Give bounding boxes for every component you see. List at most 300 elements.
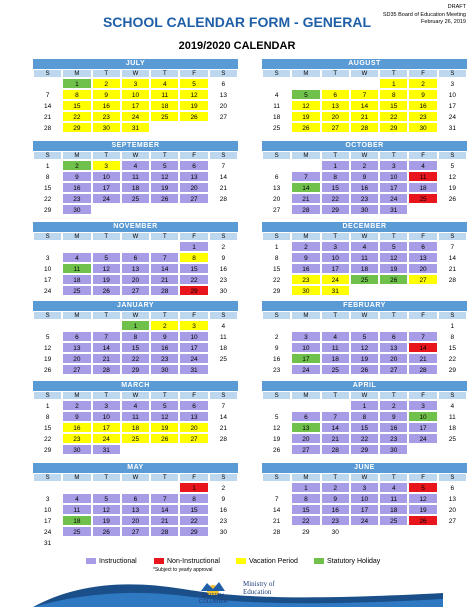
empty-cell [92,482,121,493]
weekday-header: S [438,311,467,320]
day-cell: 14 [209,171,238,182]
day-cell: 3 [179,320,208,331]
day-cell: 23 [92,111,121,122]
day-cell: 18 [121,422,150,433]
weekday-header: T [92,391,121,400]
day-cell: 9 [150,331,179,342]
empty-cell [150,204,179,215]
day-cell: 16 [350,182,379,193]
day-cell: 26 [438,193,467,204]
day-cell: 8 [179,493,208,504]
day-cell: 24 [321,274,350,285]
day-cell: 22 [62,111,91,122]
day-cell: 2 [62,160,91,171]
empty-cell [33,78,62,89]
empty-cell [350,526,379,537]
day-cell: 6 [291,411,320,422]
day-cell: 9 [62,171,91,182]
day-cell: 16 [262,353,291,364]
day-cell: 9 [92,89,121,100]
day-cell: 28 [321,444,350,455]
day-cell: 11 [379,493,408,504]
day-cell: 4 [121,400,150,411]
day-cell: 7 [150,252,179,263]
month-grid [262,473,467,537]
weekday-header: W [350,391,379,400]
day-cell: 25 [62,285,91,296]
day-cell: 15 [33,422,62,433]
day-cell: 31 [179,364,208,375]
day-cell: 7 [291,171,320,182]
day-cell: 21 [291,193,320,204]
weekday-header: F [179,311,208,320]
weekday-header: S [438,391,467,400]
day-cell: 13 [62,342,91,353]
day-cell: 19 [92,515,121,526]
empty-cell [209,204,238,215]
weekday-header: S [262,232,291,241]
weekday-header: T [321,232,350,241]
day-cell: 26 [262,444,291,455]
day-cell: 31 [92,444,121,455]
weekday-header: W [121,69,150,78]
empty-cell [379,526,408,537]
day-cell: 4 [379,482,408,493]
day-cell: 5 [350,331,379,342]
day-cell: 10 [92,411,121,422]
day-cell: 7 [350,89,379,100]
day-cell: 5 [291,89,320,100]
day-cell: 24 [33,285,62,296]
month-title: SEPTEMBER [33,141,238,151]
day-cell: 23 [150,353,179,364]
month-grid [33,69,238,133]
day-cell: 13 [438,493,467,504]
day-cell: 28 [150,526,179,537]
empty-cell [150,122,179,133]
footer [33,575,443,605]
day-cell: 18 [62,515,91,526]
legend-item-non-instructional [154,557,220,567]
day-cell: 22 [179,515,208,526]
month-title: JANUARY [33,301,238,311]
day-cell: 5 [179,78,208,89]
empty-cell [262,160,291,171]
day-cell: 19 [33,353,62,364]
day-cell: 18 [209,342,238,353]
day-cell: 7 [92,331,121,342]
day-cell: 3 [291,331,320,342]
day-cell: 13 [121,504,150,515]
weekday-header: M [62,232,91,241]
day-cell: 30 [62,444,91,455]
day-cell: 27 [179,433,208,444]
legend-note: *Subject to yearly approval [153,567,213,573]
weekday-header: M [291,151,320,160]
day-cell: 8 [291,493,320,504]
empty-cell [150,537,179,548]
day-cell: 30 [209,285,238,296]
day-cell: 14 [438,252,467,263]
empty-cell [92,320,121,331]
month-grid [262,151,467,215]
day-cell: 22 [321,193,350,204]
day-cell: 9 [209,252,238,263]
day-cell: 17 [321,263,350,274]
day-cell: 1 [262,241,291,252]
day-cell: 22 [438,353,467,364]
day-cell: 19 [92,274,121,285]
day-cell: 31 [121,122,150,133]
month-title: JUNE [262,463,467,473]
day-cell: 4 [262,89,291,100]
day-cell: 13 [291,422,320,433]
empty-cell [62,241,91,252]
month-title: MARCH [33,381,238,391]
day-cell: 12 [92,504,121,515]
legend-swatch [154,558,164,564]
empty-cell [262,78,291,89]
day-cell: 26 [179,111,208,122]
calendar-subtitle: 2019/2020 CALENDAR [178,40,296,52]
empty-cell [62,482,91,493]
month-grid [33,232,238,296]
day-cell: 22 [350,433,379,444]
day-cell: 2 [408,78,437,89]
day-cell: 24 [379,193,408,204]
day-cell: 22 [33,433,62,444]
day-cell: 20 [179,422,208,433]
weekday-header: T [92,232,121,241]
day-cell: 19 [379,263,408,274]
day-cell: 5 [379,241,408,252]
empty-cell [209,444,238,455]
day-cell: 18 [379,504,408,515]
day-cell: 8 [321,171,350,182]
day-cell: 15 [438,342,467,353]
day-cell: 1 [121,320,150,331]
day-cell: 3 [92,400,121,411]
day-cell: 21 [408,353,437,364]
empty-cell [150,482,179,493]
day-cell: 10 [350,493,379,504]
month-grid [262,69,467,133]
day-cell: 10 [179,331,208,342]
month-april [262,381,467,455]
empty-cell [321,400,350,411]
day-cell: 10 [121,89,150,100]
empty-cell [291,320,320,331]
day-cell: 25 [209,353,238,364]
weekday-header: W [350,473,379,482]
day-cell: 29 [121,364,150,375]
legend [0,557,474,569]
day-cell: 30 [92,122,121,133]
day-cell: 22 [262,274,291,285]
weekday-header: S [438,69,467,78]
day-cell: 7 [209,160,238,171]
day-cell: 21 [262,515,291,526]
month-february [262,301,467,375]
day-cell: 10 [33,263,62,274]
day-cell: 20 [291,433,320,444]
day-cell: 29 [291,526,320,537]
day-cell: 5 [33,331,62,342]
empty-cell [209,364,238,375]
day-cell: 24 [438,111,467,122]
empty-cell [150,444,179,455]
empty-cell [438,444,467,455]
day-cell: 18 [350,263,379,274]
empty-cell [262,320,291,331]
day-cell: 6 [121,252,150,263]
day-cell: 12 [92,263,121,274]
day-cell: 12 [350,342,379,353]
empty-cell [321,78,350,89]
day-cell: 28 [209,193,238,204]
day-cell: 1 [62,78,91,89]
weekday-header: M [291,311,320,320]
day-cell: 17 [291,353,320,364]
month-title: AUGUST [262,59,467,69]
day-cell: 4 [209,320,238,331]
day-cell: 8 [179,252,208,263]
day-cell: 17 [33,515,62,526]
day-cell: 6 [179,400,208,411]
day-cell: 23 [209,515,238,526]
month-june [262,463,467,537]
day-cell: 31 [379,204,408,215]
day-cell: 13 [179,171,208,182]
day-cell: 7 [438,241,467,252]
day-cell: 21 [150,274,179,285]
legend-swatch [86,558,96,564]
day-cell: 23 [62,193,91,204]
empty-cell [262,400,291,411]
weekday-header: S [33,473,62,482]
day-cell: 6 [62,331,91,342]
month-title: APRIL [262,381,467,391]
day-cell: 4 [150,78,179,89]
day-cell: 16 [92,100,121,111]
day-cell: 5 [408,482,437,493]
day-cell: 8 [121,331,150,342]
day-cell: 16 [379,422,408,433]
day-cell: 2 [350,160,379,171]
day-cell: 27 [62,364,91,375]
day-cell: 19 [150,182,179,193]
day-cell: 21 [321,433,350,444]
day-cell: 19 [179,100,208,111]
day-cell: 28 [33,122,62,133]
weekday-header: F [408,473,437,482]
weekday-header: W [350,232,379,241]
day-cell: 30 [150,364,179,375]
weekday-header: F [179,473,208,482]
empty-cell [33,320,62,331]
day-cell: 11 [121,411,150,422]
day-cell: 20 [209,100,238,111]
day-cell: 7 [209,400,238,411]
weekday-header: F [179,391,208,400]
day-cell: 24 [92,193,121,204]
day-cell: 25 [321,364,350,375]
month-grid [33,151,238,215]
weekday-header: T [379,232,408,241]
day-cell: 8 [379,89,408,100]
empty-cell [179,204,208,215]
day-cell: 16 [209,263,238,274]
day-cell: 30 [379,444,408,455]
weekday-header: T [92,473,121,482]
day-cell: 30 [209,526,238,537]
day-cell: 21 [92,353,121,364]
month-march [33,381,238,455]
day-cell: 15 [291,504,320,515]
day-cell: 11 [121,171,150,182]
day-cell: 6 [121,493,150,504]
day-cell: 25 [150,111,179,122]
day-cell: 24 [179,353,208,364]
weekday-header: S [33,151,62,160]
page-title: SCHOOL CALENDAR FORM - GENERAL [102,14,372,30]
day-cell: 19 [262,433,291,444]
day-cell: 13 [121,263,150,274]
weekday-header: W [350,151,379,160]
day-cell: 26 [350,364,379,375]
day-cell: 20 [262,193,291,204]
empty-cell [291,400,320,411]
month-november [33,222,238,296]
weekday-header: S [209,391,238,400]
day-cell: 14 [408,342,437,353]
day-cell: 15 [262,263,291,274]
day-cell: 9 [262,342,291,353]
day-cell: 1 [179,241,208,252]
weekday-header: S [209,232,238,241]
day-cell: 2 [262,331,291,342]
day-cell: 5 [92,493,121,504]
day-cell: 28 [408,364,437,375]
day-cell: 2 [321,482,350,493]
empty-cell [150,241,179,252]
day-cell: 20 [379,353,408,364]
weekday-header: F [179,151,208,160]
month-may [33,463,238,548]
day-cell: 27 [121,526,150,537]
day-cell: 7 [321,411,350,422]
day-cell: 25 [408,193,437,204]
day-cell: 20 [62,353,91,364]
day-cell: 21 [438,263,467,274]
day-cell: 15 [62,100,91,111]
day-cell: 8 [350,411,379,422]
day-cell: 5 [150,400,179,411]
weekday-header: M [62,151,91,160]
day-cell: 2 [291,241,320,252]
day-cell: 23 [379,433,408,444]
day-cell: 28 [92,364,121,375]
month-title: DECEMBER [262,222,467,232]
day-cell: 13 [379,342,408,353]
day-cell: 4 [408,160,437,171]
day-cell: 25 [121,433,150,444]
day-cell: 12 [291,100,320,111]
day-cell: 2 [379,400,408,411]
day-cell: 29 [179,526,208,537]
day-cell: 24 [291,364,320,375]
weekday-header: M [291,232,320,241]
day-cell: 23 [408,111,437,122]
weekday-header: F [408,151,437,160]
empty-cell [121,241,150,252]
day-cell: 21 [209,182,238,193]
day-cell: 16 [150,342,179,353]
empty-cell [92,537,121,548]
day-cell: 21 [33,111,62,122]
weekday-header: S [262,391,291,400]
day-cell: 3 [33,493,62,504]
day-cell: 15 [321,182,350,193]
weekday-header: T [321,69,350,78]
legend-label: Non-Instructional [167,558,220,565]
day-cell: 12 [33,342,62,353]
day-cell: 7 [408,331,437,342]
day-cell: 18 [408,182,437,193]
day-cell: 18 [321,353,350,364]
empty-cell [350,285,379,296]
day-cell: 5 [150,160,179,171]
day-cell: 31 [321,285,350,296]
day-cell: 25 [438,433,467,444]
day-cell: 17 [33,274,62,285]
empty-cell [33,241,62,252]
day-cell: 20 [121,515,150,526]
day-cell: 8 [33,411,62,422]
weekday-header: S [438,232,467,241]
weekday-header: S [209,311,238,320]
day-cell: 3 [350,482,379,493]
legend-item-vacation [236,557,298,567]
day-cell: 26 [291,122,320,133]
day-cell: 11 [62,504,91,515]
weekday-header: F [179,232,208,241]
weekday-header: W [121,391,150,400]
day-cell: 9 [379,411,408,422]
weekday-header: T [150,473,179,482]
day-cell: 15 [179,504,208,515]
empty-cell [408,444,437,455]
day-cell: 14 [321,422,350,433]
day-cell: 24 [350,515,379,526]
legend-item-statutory [314,557,380,567]
empty-cell [408,285,437,296]
weekday-header: S [209,69,238,78]
day-cell: 5 [92,252,121,263]
day-cell: 6 [262,171,291,182]
empty-cell [291,78,320,89]
day-cell: 30 [291,285,320,296]
empty-cell [438,285,467,296]
ministry-line: Ministry of [243,580,275,588]
weekday-header: S [33,232,62,241]
month-grid [33,311,238,375]
day-cell: 3 [121,78,150,89]
day-cell: 11 [150,89,179,100]
day-cell: 13 [209,89,238,100]
weekday-header: S [262,151,291,160]
month-title: JULY [33,59,238,69]
